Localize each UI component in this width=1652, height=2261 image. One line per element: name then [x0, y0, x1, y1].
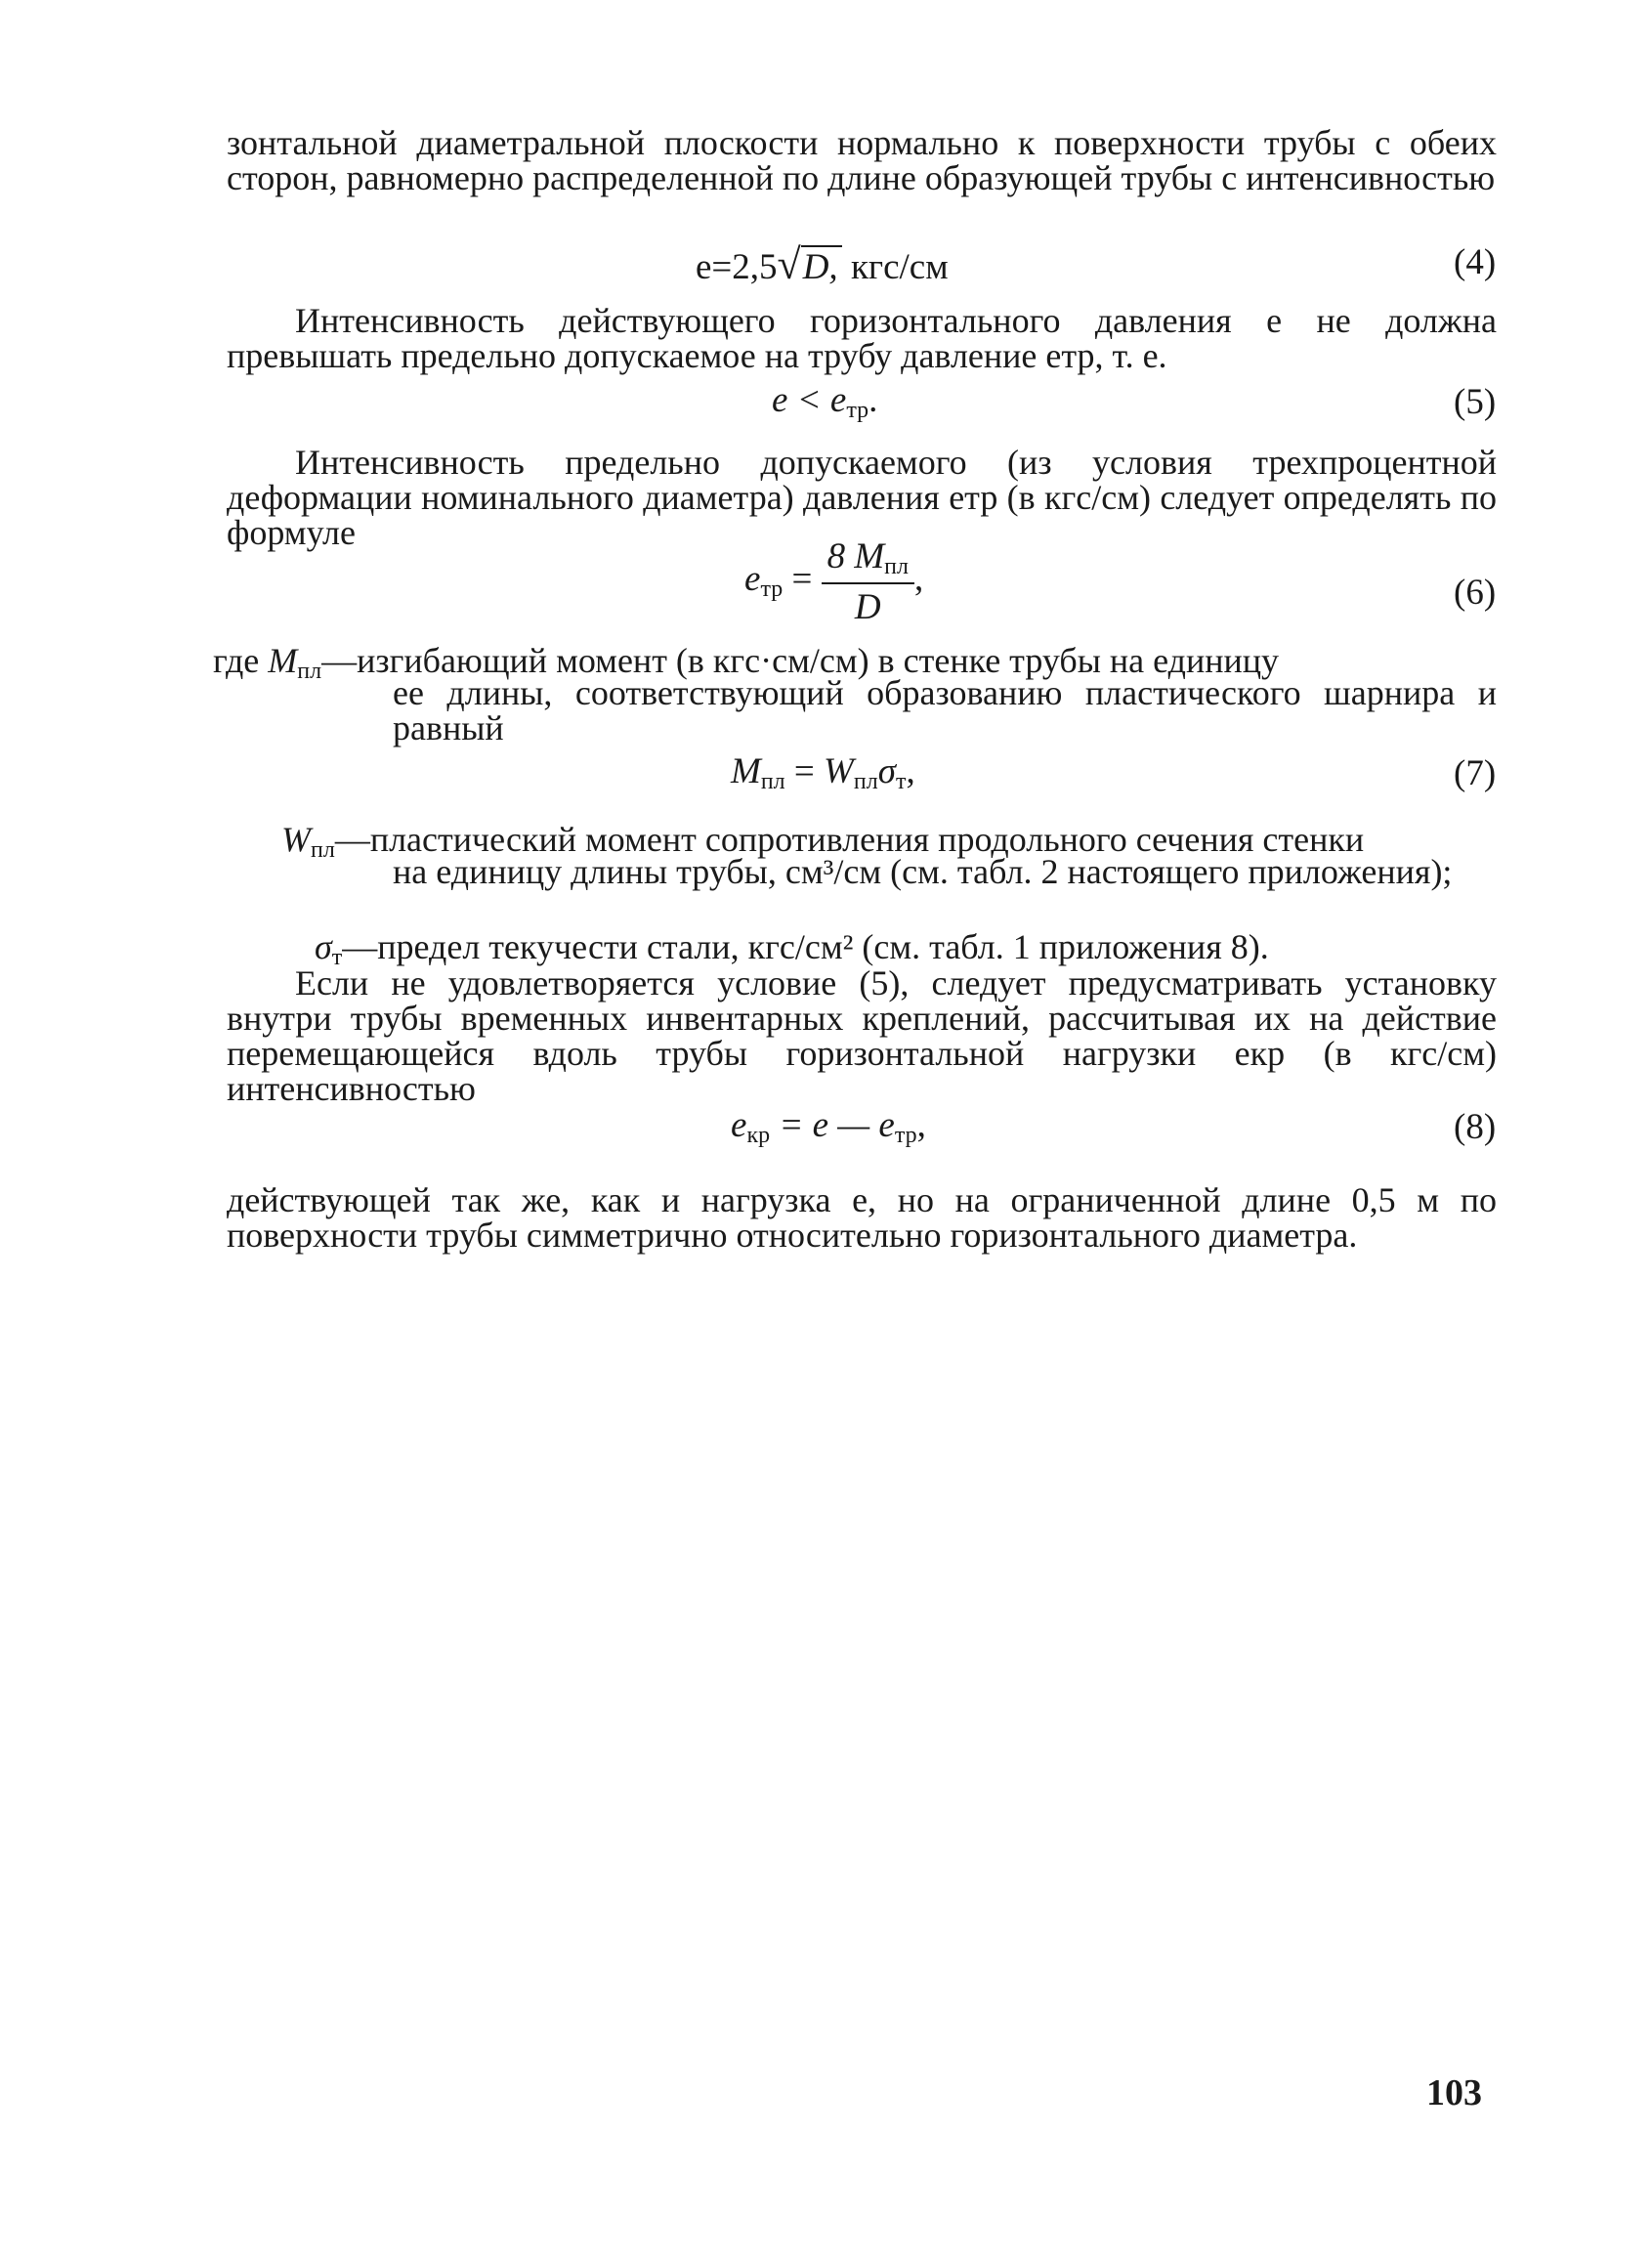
formula-8-tail: ,: [916, 1105, 926, 1145]
formula-8-lhs: e: [731, 1105, 747, 1145]
formula-4-unit: кгс/см: [850, 247, 949, 287]
definition-m-first: изгибающий момент (в кгс·см/см) в стенке трубы на единицу: [357, 641, 1280, 680]
formula-7-rhs2-sub: т: [895, 769, 907, 794]
formula-5-text: e < e: [772, 380, 847, 420]
formula-4: [696, 239, 949, 289]
formula-4-radicand: D,: [801, 245, 842, 287]
sqrt-symbol: √D,: [778, 239, 842, 289]
formula-7: [731, 750, 915, 795]
formula-6-lhs-sub: тр: [760, 576, 784, 602]
formula-5-sub: тр: [846, 398, 869, 423]
definition-w-first: пластический момент сопротивления продольного сечения стенки: [369, 820, 1365, 859]
definition-w-continuation: на единицу длины трубы, см³/см (см. табл. 2 настоящего приложения);: [393, 852, 1453, 891]
formula-7-rhs1: W: [824, 751, 854, 791]
definition-w-dash: —: [334, 820, 370, 859]
paragraph-condition: Если не удовлетворяется условие (5), следует предусматривать установку внутри трубы временных инвентарных креплений, рассчитывая их на действие перемещающейся вдоль трубы горизонтальной нагрузки eкр (в кгс/см) интенсивностью: [227, 963, 1497, 1108]
equation-number-4: (4): [1454, 242, 1497, 282]
formula-7-rhs1-sub: пл: [853, 769, 878, 794]
formula-7-lhs-sub: пл: [760, 769, 785, 794]
formula-7-eq: =: [793, 751, 815, 791]
formula-6-fraction: [822, 535, 914, 628]
definition-m-continuation: ее длины, соответствующий образованию пластического шарнира и равный: [393, 673, 1497, 747]
definition-sigma-dash: —: [342, 927, 378, 966]
formula-6-lhs: e: [744, 558, 761, 599]
equation-number-5: (5): [1454, 382, 1497, 422]
definition-w-symbol-sub: пл: [311, 837, 335, 863]
definition-m-symbol: M: [268, 641, 298, 680]
formula-8-eq: = e — e: [779, 1105, 895, 1145]
formula-6-tail: ,: [914, 558, 924, 599]
formula-5-tail: .: [868, 380, 878, 420]
formula-6-denominator: D: [854, 587, 881, 627]
formula-7-rhs2: σ: [877, 751, 896, 791]
definition-m-symbol-sub: пл: [297, 659, 322, 684]
formula-8-lhs-sub: кр: [746, 1123, 771, 1148]
formula-8: [731, 1104, 926, 1149]
definition-sigma-symbol: σ: [315, 927, 332, 966]
paragraph-intro: зонтальной диаметральной плоскости нормально к поверхности трубы с обеих сторон, равномерно распределенной по длине образующей трубы с интенсивностью: [227, 123, 1497, 197]
formula-4-lhs: e=2,5: [696, 247, 778, 287]
formula-5: [772, 379, 877, 424]
definition-sigma-text: предел текучести стали, кгс/см² (см. табл. 1 приложения 8).: [377, 927, 1269, 966]
formula-6: [744, 535, 923, 628]
equation-number-7: (7): [1454, 753, 1497, 793]
equation-number-6: (6): [1454, 573, 1497, 613]
definition-m-lead: где: [213, 641, 260, 680]
formula-6-num-text: 8 M: [826, 536, 885, 576]
definition-m-dash: —: [321, 641, 358, 680]
paragraph-limit: Интенсивность предельно допускаемого (из условия трехпроцентной деформации номинального диаметра) давления eтр (в кгс/см) следует определять по формуле: [227, 443, 1497, 552]
definition-sigma-symbol-sub: т: [331, 945, 343, 970]
formula-7-tail: ,: [906, 751, 915, 791]
formula-6-num-sub: пл: [884, 554, 909, 579]
formula-8-rhs-sub: тр: [894, 1123, 917, 1148]
formula-7-lhs: M: [731, 751, 761, 791]
formula-6-eq: =: [791, 558, 813, 599]
paragraph-acting: действующей так же, как и нагрузка e, но на ограниченной длине 0,5 м по поверхности трубы симметрично относительно горизонтального диаметра.: [227, 1180, 1497, 1255]
equation-number-8: (8): [1454, 1107, 1497, 1147]
formula-6-numerator: [822, 535, 914, 584]
paragraph-intensity: Интенсивность действующего горизонтального давления e не должна превышать предельно допускаемое на трубу давление eтр, т. е.: [227, 301, 1497, 375]
page-number: 103: [1426, 2072, 1482, 2113]
definition-w-symbol: W: [281, 820, 311, 859]
